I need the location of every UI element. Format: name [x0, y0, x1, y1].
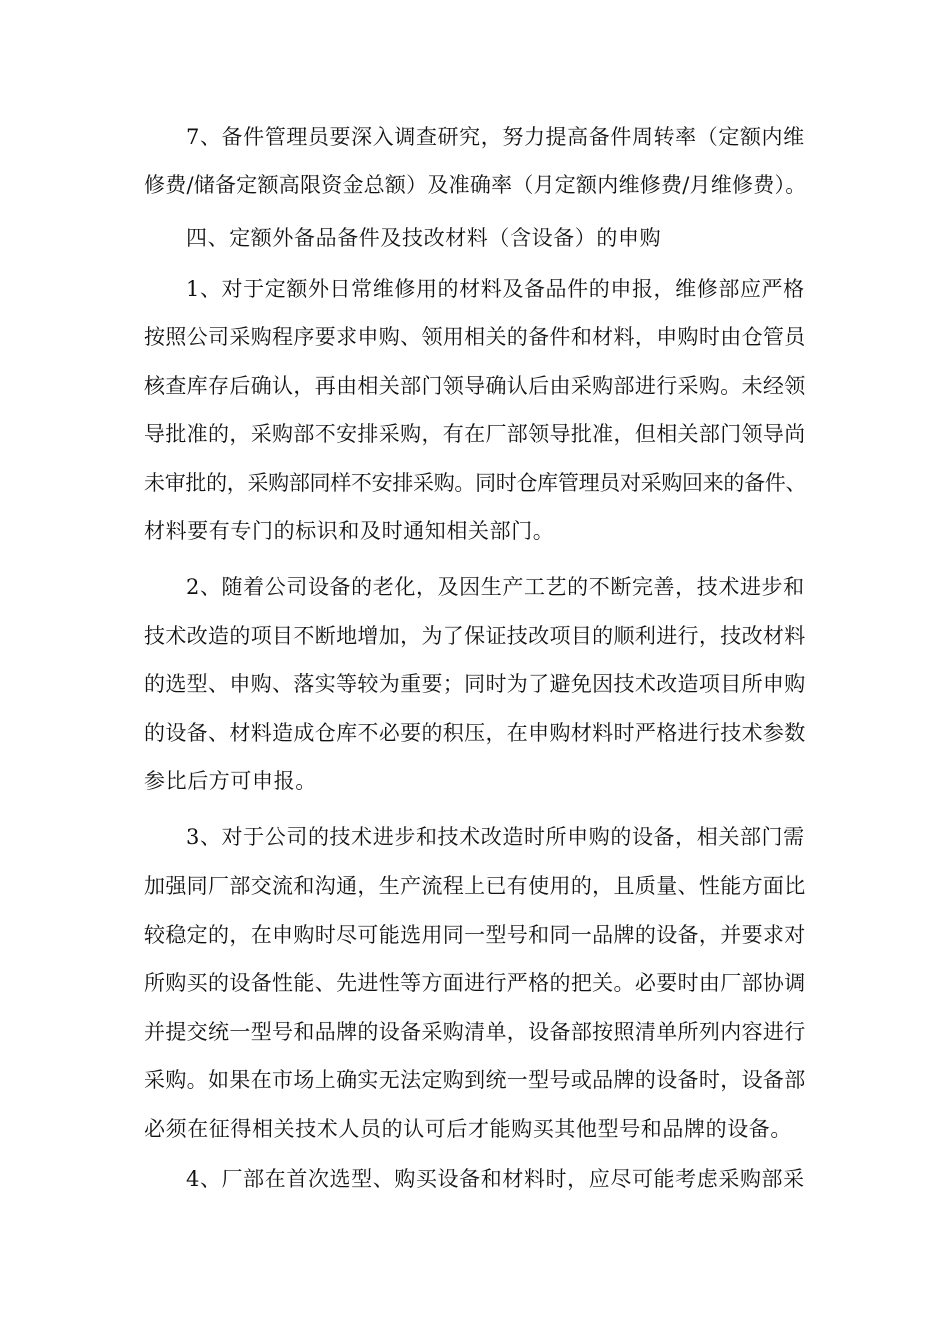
section-heading-4: 四、定额外备品备件及技改材料（含设备）的申购 — [186, 226, 662, 250]
paragraph-3-line-1: 3、对于公司的技术进步和技术改造时所申购的设备，相关部门需 — [186, 825, 805, 849]
paragraph-3-line-7: 必须在征得相关技术人员的认可后才能购买其他型号和品牌的设备。 — [144, 1117, 792, 1141]
paragraph-1-line-5: 未审批的，采购部同样不安排采购。同时仓库管理员对采购回来的备件、 — [144, 471, 807, 495]
paragraph-2-line-2: 技术改造的项目不断地增加，为了保证技改项目的顺利进行，技改材料 — [144, 624, 806, 648]
paragraph-3-line-5: 并提交统一型号和品牌的设备采购清单，设备部按照清单所列内容进行 — [144, 1020, 806, 1044]
paragraph-2-line-3: 的选型、申购、落实等较为重要；同时为了避免因技术改造项目所申购 — [144, 672, 806, 696]
paragraph-3-line-4: 所购买的设备性能、先进性等方面进行严格的把关。必要时由厂部协调 — [144, 971, 806, 995]
paragraph-1-line-1: 1、对于定额外日常维修用的材料及备品件的申报，维修部应严格 — [186, 277, 805, 301]
paragraph-1-line-6: 材料要有专门的标识和及时通知相关部门。 — [144, 519, 555, 543]
paragraph-1-line-2: 按照公司采购程序要求申购、领用相关的备件和材料，申购时由仓管员 — [144, 325, 806, 349]
paragraph-1-line-4: 导批准的，采购部不安排采购，有在厂部领导批准，但相关部门领导尚 — [144, 422, 806, 446]
paragraph-7-line-2: 修费/储备定额高限资金总额）及准确率（月定额内维修费/月维修费）。 — [144, 173, 807, 197]
paragraph-2-line-4: 的设备、材料造成仓库不必要的积压，在申购材料时严格进行技术参数 — [144, 721, 806, 745]
paragraph-3-line-3: 较稳定的，在申购时尽可能选用同一型号和同一品牌的设备，并要求对 — [144, 923, 806, 947]
paragraph-3-line-6: 采购。如果在市场上确实无法定购到统一型号或品牌的设备时，设备部 — [144, 1068, 806, 1092]
paragraph-1-line-3: 核查库存后确认，再由相关部门领导确认后由采购部进行采购。未经领 — [144, 374, 806, 398]
paragraph-2-line-5: 参比后方可申报。 — [144, 769, 317, 793]
paragraph-7-line-1: 7、备件管理员要深入调查研究，努力提高备件周转率（定额内维 — [186, 125, 805, 149]
paragraph-3-line-2: 加强同厂部交流和沟通，生产流程上已有使用的，且质量、性能方面比 — [144, 874, 806, 898]
paragraph-4-line-1: 4、厂部在首次选型、购买设备和材料时，应尽可能考虑采购部采 — [186, 1167, 805, 1191]
paragraph-2-line-1: 2、随着公司设备的老化，及因生产工艺的不断完善，技术进步和 — [186, 575, 805, 599]
